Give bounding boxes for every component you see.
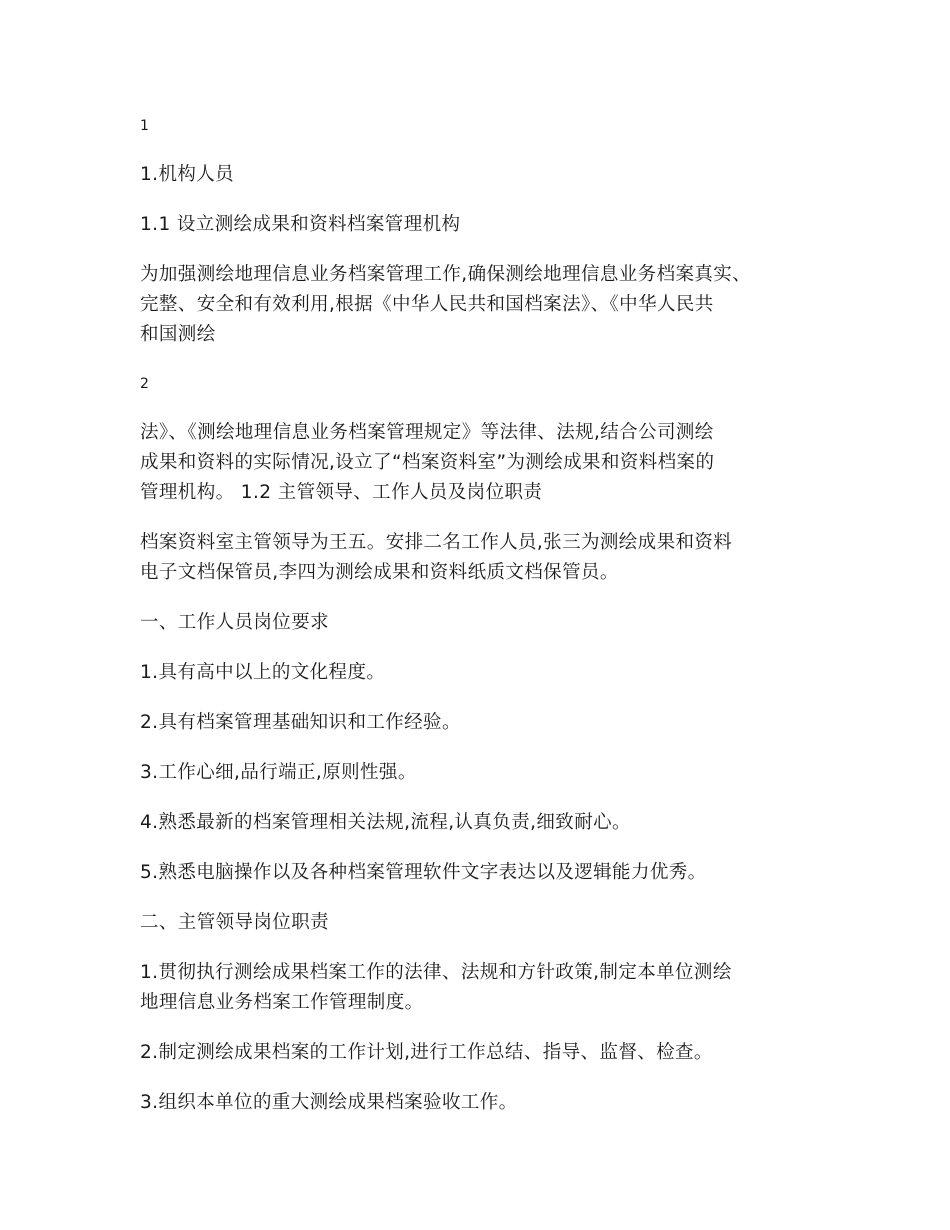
text-line: 地理信息业务档案工作管理制度。 xyxy=(140,992,424,1013)
requirement-item: 4.熟悉最新的档案管理相关法规,流程,认真负责,细致耐心。 xyxy=(140,812,631,833)
paragraph-staff-assignment xyxy=(140,528,812,588)
duty-item xyxy=(140,958,812,1018)
text-line: 档案资料室主管领导为王五。安排二名工作人员,张三为测绘成果和资料 xyxy=(140,532,733,553)
page-marker: 1 xyxy=(140,118,149,134)
text-line: 为加强测绘地理信息业务档案管理工作,确保测绘地理信息业务档案真实、 xyxy=(140,264,752,285)
text-line: 1.贯彻执行测绘成果档案工作的法律、法规和方针政策,制定本单位测绘 xyxy=(140,962,732,983)
text-line: 完整、安全和有效利用,根据《中华人民共和国档案法》、《中华人民共 xyxy=(140,294,714,315)
duty-item: 3.组织本单位的重大测绘成果档案验收工作。 xyxy=(140,1092,518,1113)
requirement-item: 3.工作心细,品行端正,原则性强。 xyxy=(140,762,417,783)
requirement-item: 5.熟悉电脑操作以及各种档案管理软件文字表达以及逻辑能力优秀。 xyxy=(140,862,707,883)
document-body xyxy=(140,112,812,1138)
requirement-item: 1.具有高中以上的文化程度。 xyxy=(140,662,386,683)
requirement-item: 2.具有档案管理基础知识和工作经验。 xyxy=(140,712,461,733)
text-line: 电子文档保管员,李四为测绘成果和资料纸质文档保管员。 xyxy=(140,562,619,583)
text-line: 法》、《测绘地理信息业务档案管理规定》等法律、法规,结合公司测绘 xyxy=(140,422,714,443)
heading-archive-management-body: 1.1 设立测绘成果和资料档案管理机构 xyxy=(140,214,461,235)
duty-item: 2.制定测绘成果档案的工作计划,进行工作总结、指导、监督、检查。 xyxy=(140,1042,713,1063)
text-line: 管理机构。 1.2 主管领导、工作人员及岗位职责 xyxy=(140,482,543,503)
section-title-leader-duties: 二、主管领导岗位职责 xyxy=(140,912,330,933)
heading-organization-staff: 1.机构人员 xyxy=(140,164,235,185)
text-line: 成果和资料的实际情况,设立了“档案资料室”为测绘成果和资料档案的 xyxy=(140,452,715,473)
text-line: 和国测绘 xyxy=(140,324,216,345)
section-title-staff-requirements: 一、工作人员岗位要求 xyxy=(140,612,330,633)
paragraph-purpose xyxy=(140,260,812,350)
paragraph-legal-basis xyxy=(140,418,812,508)
page-marker: 2 xyxy=(140,376,149,392)
